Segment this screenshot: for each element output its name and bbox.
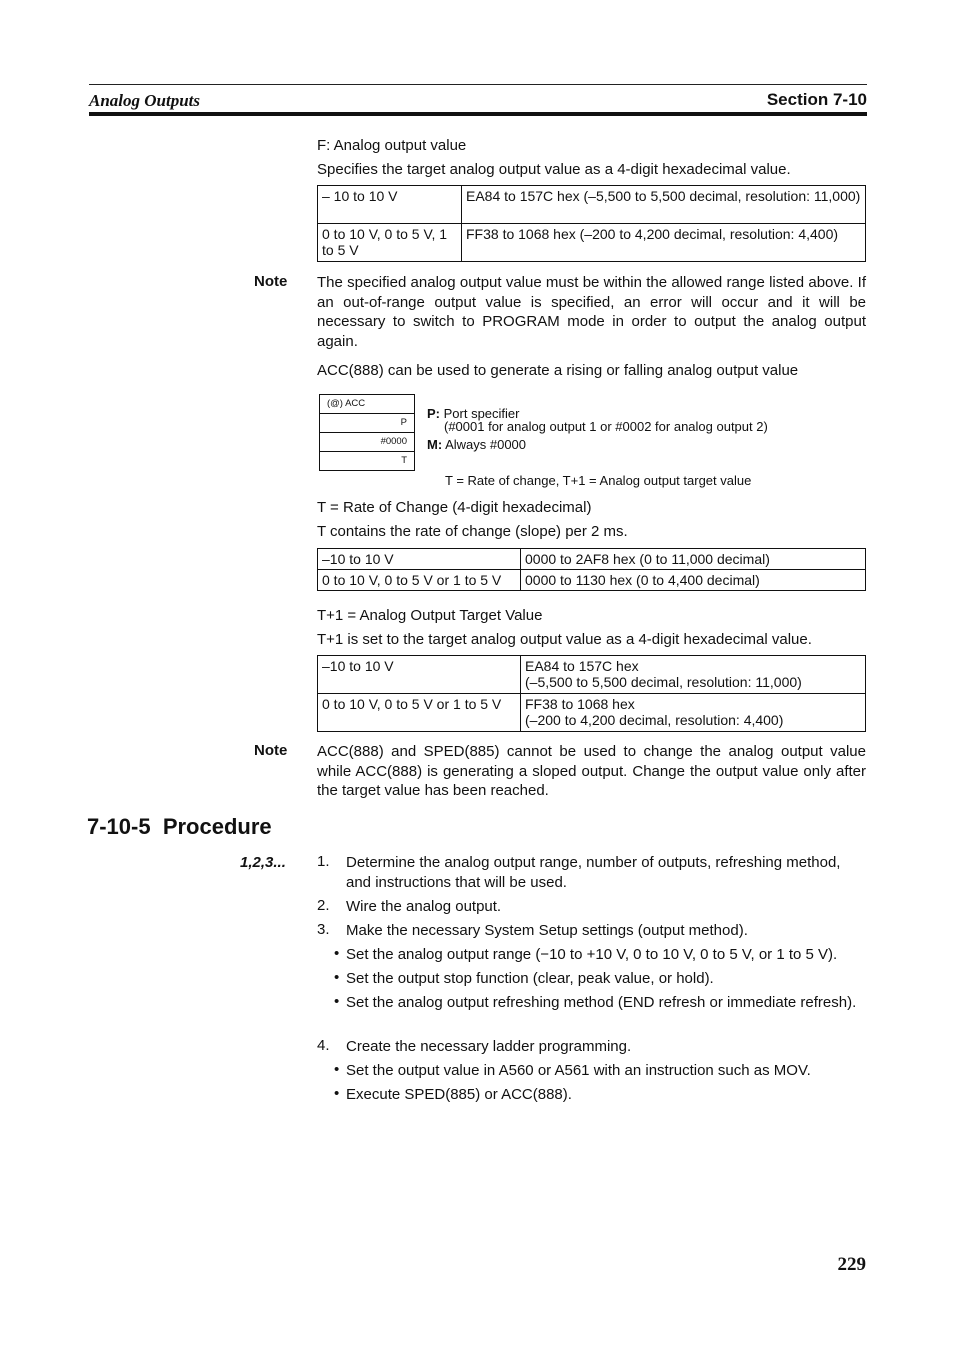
- table-row: [318, 224, 866, 262]
- operand-m-label: M:: [427, 437, 443, 452]
- step-text: Make the necessary System Setup settings (output method).: [346, 922, 748, 939]
- t-heading: T = Rate of Change (4-digit hexadecimal): [317, 499, 592, 516]
- t1-range-table: [317, 655, 866, 732]
- t-range-table: [317, 548, 866, 591]
- bullet-text: Set the analog output refreshing method (END refresh or immediate refresh).: [346, 994, 857, 1011]
- bullet-text: Set the output value in A560 or A561 with an instruction such as MOV.: [346, 1062, 811, 1079]
- step-text: Create the necessary ladder programming.: [346, 1038, 632, 1055]
- procedure-title: 7-10-5 Procedure: [87, 814, 272, 839]
- step-text: Wire the analog output.: [346, 898, 502, 915]
- step-text: Determine the analog output range, number of outputs, refreshing method, and instructions that will be used.: [346, 854, 841, 891]
- section-number: Section 7-10: [766, 90, 867, 109]
- bullet-icon: •: [334, 1061, 340, 1078]
- bullet-icon: •: [334, 969, 340, 986]
- bullet-text: Set the analog output range (−10 to +10 V, 0 to 10 V, 0 to 5 V, or 1 to 5 V).: [346, 946, 838, 963]
- table-cell: –10 to 10 V: [318, 656, 521, 694]
- acc-intro: ACC(888) can be used to generate a rising or falling analog output value: [317, 362, 799, 379]
- table-cell: 0 to 10 V, 0 to 5 V or 1 to 5 V: [318, 570, 521, 591]
- note-label: Note: [254, 273, 288, 290]
- section-heading: Analog Outputs: [89, 91, 201, 110]
- table-cell: FF38 to 1068 hex (–200 to 4,200 decimal, resolution: 4,400): [462, 224, 866, 262]
- table-cell: EA84 to 157C hex (–5,500 to 5,500 decimal, resolution: 11,000): [462, 186, 866, 224]
- table-cell: [521, 656, 866, 694]
- table-row: [318, 694, 866, 732]
- table-cell-line: FF38 to 1068 hex: [525, 696, 635, 712]
- f-heading: F: Analog output value: [317, 137, 467, 154]
- header-rule-bottom: [89, 112, 867, 116]
- table-cell: – 10 to 10 V: [318, 186, 462, 224]
- step-number: 3.: [317, 921, 330, 938]
- header-rule-top: [89, 84, 867, 85]
- step-number: 1.: [317, 853, 330, 870]
- table-row: [318, 549, 866, 570]
- table-cell-line: (–5,500 to 5,500 decimal, resolution: 11,000): [525, 674, 802, 690]
- bullet-text: Execute SPED(885) or ACC(888).: [346, 1086, 572, 1103]
- operand-m-description: [427, 437, 526, 452]
- t1-description: T+1 is set to the target analog output value as a 4-digit hexadecimal value.: [317, 631, 812, 648]
- note-label: Note: [254, 742, 288, 759]
- step-number: 2.: [317, 897, 330, 914]
- note-text: ACC(888) and SPED(885) cannot be used to change the analog output value while ACC(888) is generating a sloped output. Change the output value only after the target value has been reached.: [317, 743, 866, 799]
- operand-p-label: P:: [427, 406, 440, 421]
- bullet-text: Set the output stop function (clear, peak value, or hold).: [346, 970, 714, 987]
- list-label: 1,2,3...: [240, 854, 286, 871]
- table-cell-line: EA84 to 157C hex: [525, 658, 639, 674]
- table-cell: –10 to 10 V: [318, 549, 521, 570]
- bullet-icon: •: [334, 945, 340, 962]
- bullet-icon: •: [334, 993, 340, 1010]
- table-row: [318, 656, 866, 694]
- t1-heading: T+1 = Analog Output Target Value: [317, 607, 543, 624]
- table-row: [318, 570, 866, 591]
- step-number: 4.: [317, 1037, 330, 1054]
- table-row: [318, 186, 866, 224]
- operand-m-text: Always #0000: [445, 437, 527, 452]
- table-cell: [521, 694, 866, 732]
- ladder-operand-t: T: [320, 452, 414, 471]
- ladder-instruction-block: [319, 394, 415, 471]
- page-number: 229: [837, 1254, 866, 1275]
- table-cell: 0 to 10 V, 0 to 5 V or 1 to 5 V: [318, 694, 521, 732]
- bullet-icon: •: [334, 1085, 340, 1102]
- table-cell-line: (–200 to 4,200 decimal, resolution: 4,400): [525, 712, 784, 728]
- ladder-operand-m: #0000: [320, 433, 414, 452]
- operand-t-description: T = Rate of change, T+1 = Analog output target value: [445, 473, 752, 488]
- table-cell: 0000 to 2AF8 hex (0 to 11,000 decimal): [521, 549, 866, 570]
- t-description: T contains the rate of change (slope) per 2 ms.: [317, 523, 628, 540]
- ladder-operand-p: P: [320, 414, 414, 433]
- operand-p-text: Port specifier: [443, 406, 520, 421]
- f-range-table: [317, 185, 866, 262]
- table-cell: 0 to 10 V, 0 to 5 V, 1 to 5 V: [318, 224, 462, 262]
- note-text: The specified analog output value must be within the allowed range listed above. If an out-of-range output value is specified, an error will occur and it will be necessary to switch to PROGRAM mode in order to output the analog output again.: [317, 274, 866, 350]
- ladder-instruction-name: (@) ACC: [320, 395, 414, 414]
- f-description: Specifies the target analog output value as a 4-digit hexadecimal value.: [317, 161, 791, 178]
- table-cell: 0000 to 1130 hex (0 to 4,400 decimal): [521, 570, 866, 591]
- operand-p-detail: (#0001 for analog output 1 or #0002 for analog output 2): [444, 419, 768, 434]
